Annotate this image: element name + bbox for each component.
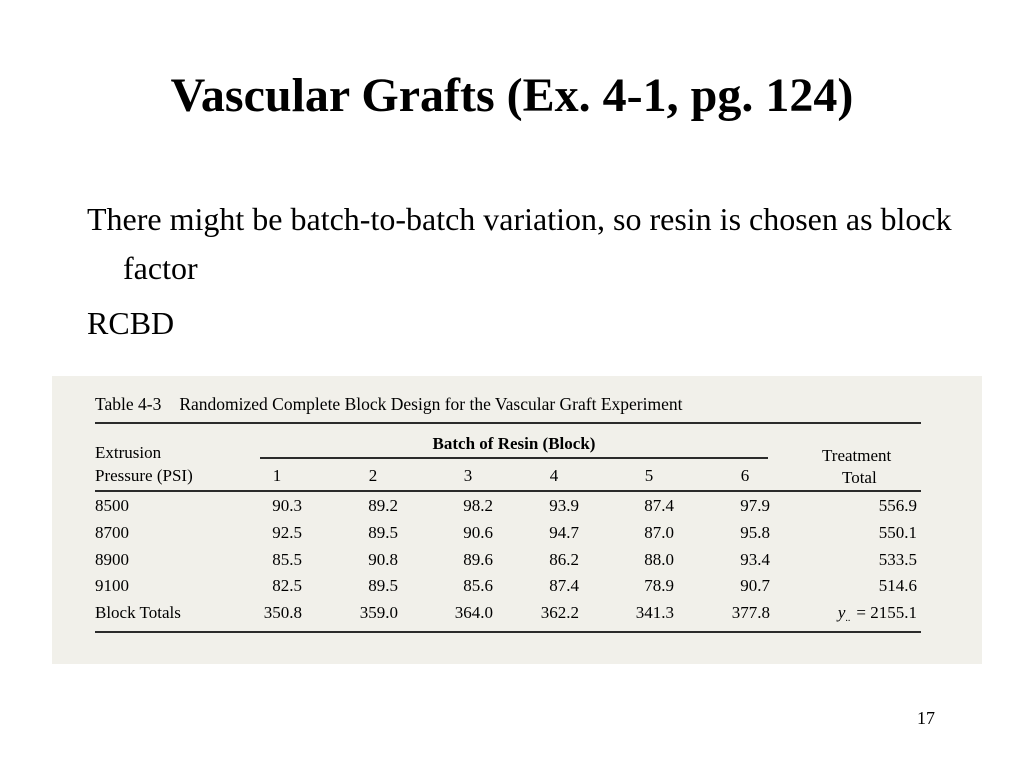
- table-title: Randomized Complete Block Design for the Vascular Graft Experiment: [179, 394, 683, 414]
- total-header-line1: Treatment: [822, 446, 892, 465]
- value-cell: 94.7: [549, 523, 579, 542]
- value-cell: 78.9: [644, 576, 674, 595]
- value-cell: 90.6: [463, 523, 493, 542]
- pressure-cell: 8700: [95, 523, 129, 542]
- total-header-line2: Total: [842, 468, 877, 487]
- value-cell: 88.0: [644, 550, 674, 569]
- block-total-cell: 362.2: [540, 603, 579, 622]
- block-total-cell: 364.0: [454, 603, 493, 622]
- row-header-line1: Extrusion: [95, 443, 162, 462]
- value-cell: 89.2: [368, 496, 398, 515]
- bullet-item: There might be batch-to-batch variation, so resin is chosen as block factor: [87, 201, 952, 286]
- value-cell: 87.4: [644, 496, 674, 515]
- slide-title: Vascular Grafts (Ex. 4-1, pg. 124): [170, 69, 854, 122]
- value-cell: 93.4: [740, 550, 770, 569]
- group-header: Batch of Resin (Block): [432, 434, 596, 453]
- table-bottom-rule: [95, 631, 921, 633]
- block-label-3: 3: [463, 466, 473, 485]
- group-header-rule: [260, 457, 768, 459]
- grand-total-symbol: y: [837, 603, 846, 622]
- grand-total-subscript: ..: [845, 613, 851, 624]
- block-label-6: 6: [740, 466, 750, 485]
- table-number: Table 4-3: [95, 394, 162, 414]
- table-caption: [95, 394, 682, 415]
- value-cell: 87.4: [549, 576, 579, 595]
- block-totals-label: Block Totals: [95, 603, 181, 622]
- table-top-rule: [95, 422, 921, 424]
- value-cell: 90.8: [368, 550, 398, 569]
- block-total-cell: 359.0: [359, 603, 398, 622]
- value-cell: 92.5: [272, 523, 302, 542]
- value-cell: 82.5: [272, 576, 302, 595]
- page-number: 17: [917, 708, 935, 728]
- value-cell: 97.9: [740, 496, 770, 515]
- header-rule: [95, 490, 921, 492]
- block-total-cell: 377.8: [731, 603, 770, 622]
- block-total-cell: 350.8: [263, 603, 302, 622]
- grand-total: [807, 603, 917, 624]
- value-cell: 90.3: [272, 496, 302, 515]
- value-cell: 89.5: [368, 576, 398, 595]
- block-label-1: 1: [272, 466, 282, 485]
- value-cell: 87.0: [644, 523, 674, 542]
- value-cell: 89.6: [463, 550, 493, 569]
- treatment-total-cell: 533.5: [878, 550, 917, 569]
- table-scan: [52, 376, 982, 664]
- value-cell: 85.5: [272, 550, 302, 569]
- treatment-total-cell: 550.1: [878, 523, 917, 542]
- block-label-4: 4: [549, 466, 559, 485]
- row-header-line2: Pressure (PSI): [95, 466, 193, 485]
- pressure-cell: 9100: [95, 576, 129, 595]
- value-cell: 85.6: [463, 576, 493, 595]
- block-label-2: 2: [368, 466, 378, 485]
- pressure-cell: 8900: [95, 550, 129, 569]
- bullet-list: [87, 195, 967, 354]
- value-cell: 86.2: [549, 550, 579, 569]
- pressure-cell: 8500: [95, 496, 129, 515]
- value-cell: 98.2: [463, 496, 493, 515]
- treatment-total-cell: 514.6: [878, 576, 917, 595]
- block-label-5: 5: [644, 466, 654, 485]
- value-cell: 90.7: [740, 576, 770, 595]
- treatment-total-cell: 556.9: [878, 496, 917, 515]
- block-total-cell: 341.3: [635, 603, 674, 622]
- value-cell: 93.9: [549, 496, 579, 515]
- value-cell: 95.8: [740, 523, 770, 542]
- bullet-item: RCBD: [87, 305, 175, 341]
- grand-total-value: = 2155.1: [856, 603, 917, 622]
- value-cell: 89.5: [368, 523, 398, 542]
